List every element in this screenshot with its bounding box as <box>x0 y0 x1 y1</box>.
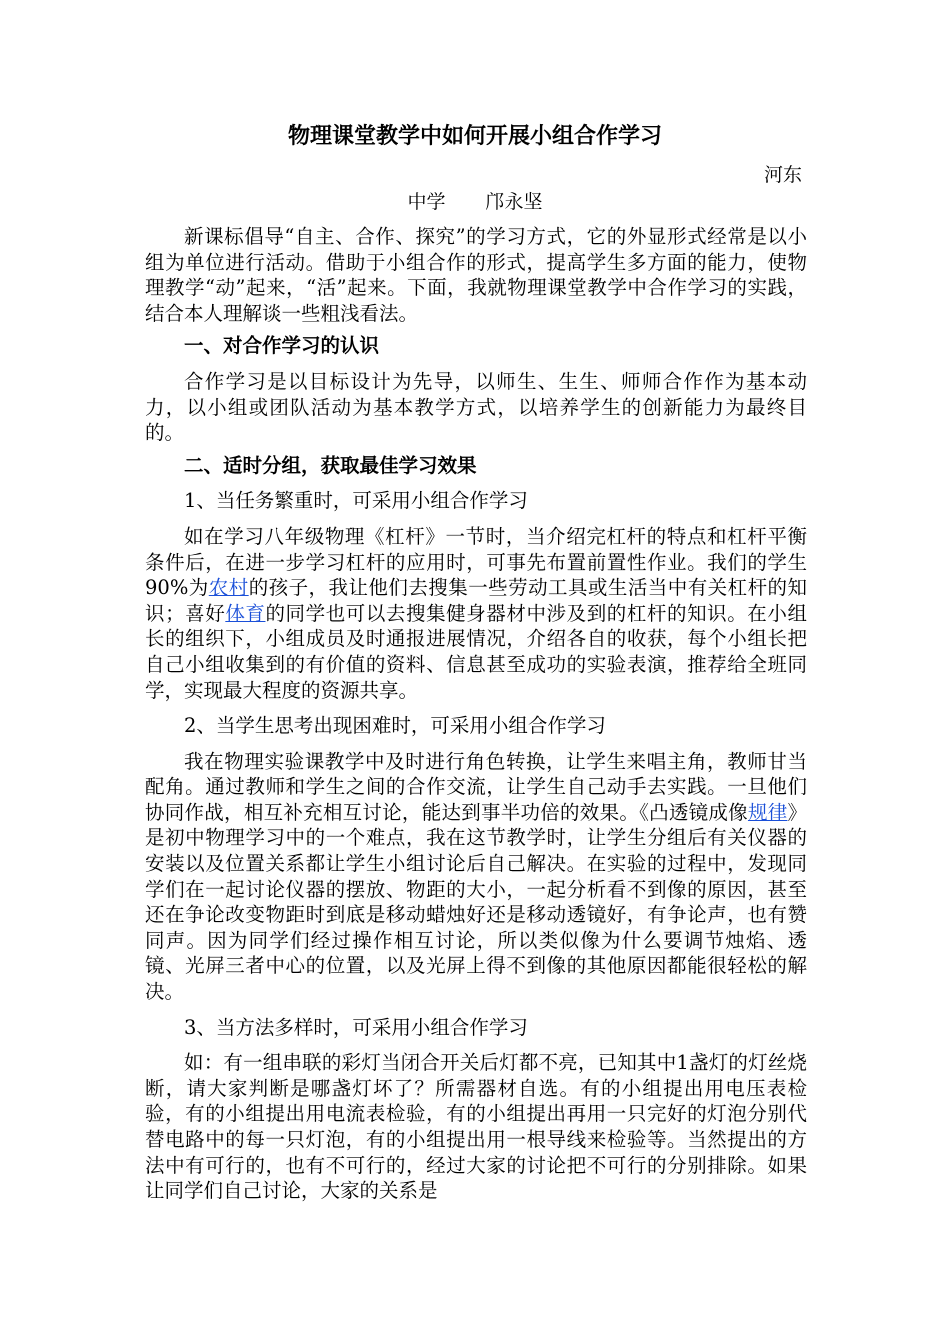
subheading-1: 1、当任务繁重时，可采用小组合作学习 <box>184 489 528 513</box>
text-run: 》是初中物理学习中的一个难点，我在这节教学时，让学生分组后有关仪器的安装以及位置关系都让学生小组讨论后自己解决。在实验的过程中，发现同学们在一起讨论仪器的摆放、物距的大小，一起分析看不到像的原因，甚至还在争论改变物距时到底是移动蜡烛好还是移动透镜好，有争论声，也有赞同声。因为同学们经过操作相互讨论，所以类似像为什么要调节烛焰、透镜、光屏三者中心的位置，以及光屏上得不到像的其他原因都能很轻松的解决。 <box>145 800 807 1004</box>
document-title: 物理课堂教学中如何开展小组合作学习 <box>287 124 662 149</box>
section-heading-2: 二、适时分组，获取最佳学习效果 <box>184 453 477 477</box>
subheading-2: 2、当学生思考出现困难时，可采用小组合作学习 <box>184 714 606 738</box>
link-law[interactable]: 规律 <box>747 800 788 824</box>
paragraph-lever <box>145 524 807 703</box>
author-school: 中学 <box>407 191 446 213</box>
text-run: 的孩子，我让他们去搜集一些劳动工具或生活当中有关杠杆的知识；喜好 <box>145 576 807 625</box>
paragraph-definition: 合作学习是以目标设计为先导，以师生、生生、师师合作作为基本动力，以小组或团队活动为基本教学方式，以培养学生的创新能力为最终目的。 <box>145 369 807 445</box>
text-run: 如在学习八年级物理《杠杆》一节时，当介绍完杠杆的特点和杠杆平衡条件后，在进一步学习杠杆的应用时，可事先布置前置性作业。我们的学生90%为 <box>145 524 807 600</box>
section-heading-1: 一、对合作学习的认识 <box>184 334 380 358</box>
paragraph-intro: 新课标倡导“自主、合作、探究”的学习方式，它的外显形式经常是以小组为单位进行活动。借助于小组合作的形式，提高学生多方面的能力，使物理教学“动”起来，“活”起来。下面，我就物理课堂教学中合作学习的实践，结合本人理解谈一些粗浅看法。 <box>145 225 807 325</box>
author-line-1: 河东 <box>763 164 802 186</box>
author-line-2 <box>0 189 950 215</box>
link-sports[interactable]: 体育 <box>225 601 266 625</box>
text-run: 我在物理实验课教学中及时进行角色转换，让学生来唱主角，教师甘当配角。通过教师和学生之间的合作交流，让学生自己动手去实践。一旦他们协同作战，相互补充相互讨论，能达到事半功倍的效果。《凸透镜成像 <box>145 749 807 824</box>
paragraph-lens <box>145 749 807 1005</box>
link-rural[interactable]: 农村 <box>208 576 249 600</box>
document-body <box>145 224 807 1204</box>
author-name: 邝永坚 <box>485 191 543 213</box>
paragraph-lights: 如：有一组串联的彩灯当闭合开关后灯都不亮，已知其中1盏灯的灯丝烧断，请大家判断是哪盏灯坏了？所需器材自选。有的小组提出用电压表检验，有的小组提出用电流表检验，有的小组提出再用一只完好的灯泡分别代替电路中的每一只灯泡，有的小组提出用一根导线来检验等。当然提出的方法中有可行的，也有不可行的，经过大家的讨论把不可行的分别排除。如果让同学们自己讨论，大家的关系是 <box>145 1051 807 1203</box>
text-run: 的同学也可以去搜集健身器材中涉及到的杠杆的知识。在小组长的组织下，小组成员及时通报进展情况，介绍各自的收获，每个小组长把自己小组收集到的有价值的资料、信息甚至成功的实验表演，推荐给全班同学，实现最大程度的资源共享。 <box>145 601 807 702</box>
subheading-3: 3、当方法多样时，可采用小组合作学习 <box>184 1015 528 1039</box>
